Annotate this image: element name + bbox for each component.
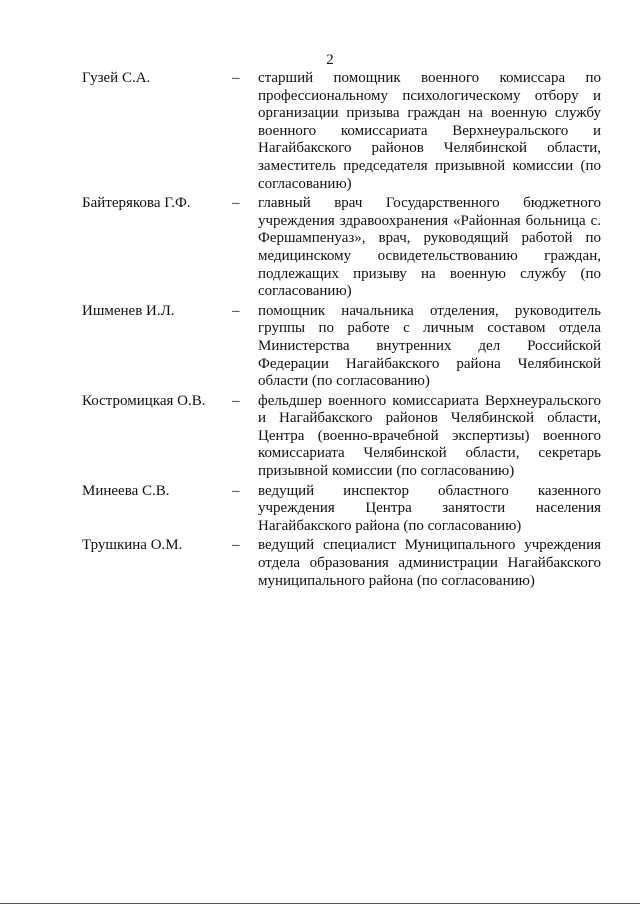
member-description: фельдшер военного комиссариата Верхнеуральского и Нагайбакского районов Челябинской области, Центра (военно-врачебной экспертизы) военного комиссариата Челябинской области, секретарь призывной комиссии (по согласованию) <box>258 392 601 480</box>
member-entry <box>82 393 602 481</box>
member-name: Костромицкая О.В. <box>82 392 206 409</box>
member-name: Гузей С.А. <box>82 70 151 86</box>
member-name: Ишменев И.Л. <box>82 302 175 319</box>
member-dash: – <box>232 537 240 554</box>
page-number: 2 <box>326 52 334 68</box>
member-dash: – <box>232 302 240 319</box>
member-entry <box>82 537 602 590</box>
member-name: Минеева С.В. <box>82 482 170 499</box>
member-dash: – <box>232 70 240 86</box>
member-description: главный врач Государственного бюджетного учреждения здравоохранения «Районная больница с. Фершампенуаз», врач, руководящий работой по медицинскому освидетельствованию граждан, подлежащих призыву на военную службу (по согласованию) <box>258 195 601 300</box>
member-description: ведущий специалист Муниципального учреждения отдела образования администрации Нагайбакского муниципального района (по согласованию) <box>258 537 601 589</box>
member-name: Байтерякова Г.Ф. <box>82 195 191 212</box>
member-entry <box>82 70 602 193</box>
commission-member-list <box>82 70 602 592</box>
member-entry <box>82 303 602 391</box>
footer-rule <box>0 903 640 904</box>
member-entry <box>82 483 602 536</box>
member-description: старший помощник военного комиссара по профессиональному психологическому отбору и организации призыва граждан на военную службу военного комиссариата Верхнеуральского и Нагайбакского районов Челябинской области, заместитель председателя призывной комиссии (по согласованию) <box>258 70 601 192</box>
member-dash: – <box>232 482 240 499</box>
member-description: ведущий инспектор областного казенного учреждения Центра занятости населения Нагайбакского района (по согласованию) <box>258 482 601 534</box>
member-description: помощник начальника отделения, руководитель группы по работе с личным составом отдела Министерства внутренних дел Российской Федерации Нагайбакского района Челябинской области (по согласованию) <box>258 302 601 390</box>
member-entry <box>82 195 602 301</box>
member-dash: – <box>232 392 240 409</box>
member-name: Трушкина О.М. <box>82 537 183 554</box>
member-dash: – <box>232 195 240 212</box>
